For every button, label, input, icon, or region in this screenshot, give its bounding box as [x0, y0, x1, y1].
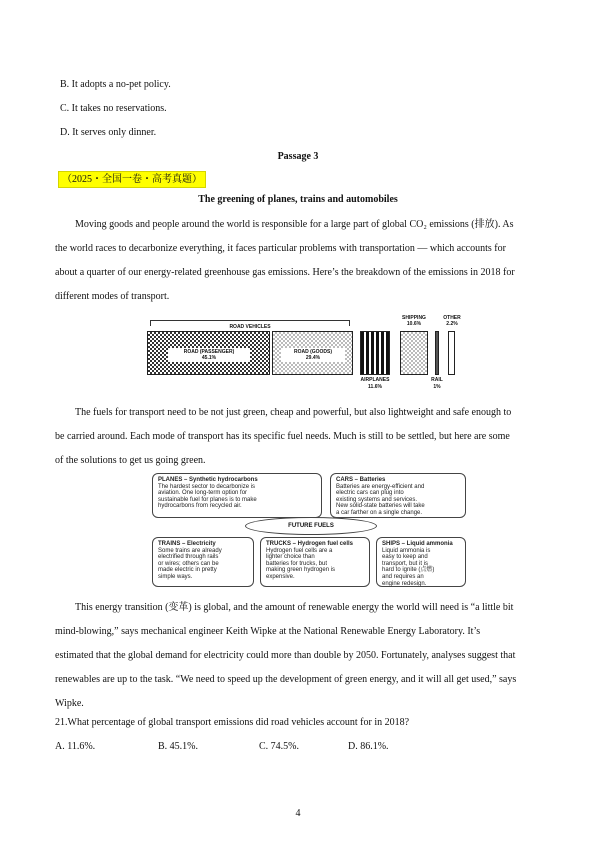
ships-line: Liquid ammonia is — [382, 547, 431, 554]
para1-line2: the world races to decarbonize everything, it faces particular problems with transportation — which accounts for — [55, 243, 506, 254]
bar-shipping — [400, 331, 428, 375]
answer-c: C. 74.5%. — [259, 741, 299, 752]
ships-line: easy to keep and — [382, 554, 428, 561]
cars-line: Batteries are energy-efficient and — [336, 483, 425, 490]
ships-line: and requires an — [382, 573, 424, 580]
box-planes — [152, 473, 322, 518]
ships-line: hard to ignite (点燃) — [382, 567, 435, 574]
group-label: ROAD VEHICLES — [210, 324, 290, 330]
box-trains — [152, 537, 254, 587]
trucks-line: expensive. — [266, 573, 295, 580]
value-other: 2.2% — [446, 321, 458, 327]
label-road-goods: ROAD (GOODS) — [293, 349, 333, 355]
label-other: OTHER — [443, 315, 461, 321]
box-trucks — [260, 537, 370, 587]
trucks-line: batteries for trucks, but — [266, 560, 328, 567]
para1-line1: Moving goods and people around the world is responsible for a large part of global CO₂ emissions (排放). As — [75, 219, 514, 230]
question-21: 21.What percentage of global transport emissions did road vehicles account for in 2018? — [55, 717, 410, 728]
para3-line2: mind-blowing,” says mechanical engineer Keith Wipke at the National Renewable Energy Laboratory. It’s — [55, 626, 481, 637]
para1-line4: different modes of transport. — [55, 291, 170, 302]
option-b: B. It adopts a no-pet policy. — [60, 79, 171, 90]
ships-line: transport, but it is — [382, 560, 429, 567]
box-cars — [330, 473, 466, 518]
ships-line: engine redesign. — [382, 580, 427, 587]
para2-line1: The fuels for transport need to be not just green, cheap and powerful, but also lightweight and safe enough to — [75, 407, 512, 418]
para3-line4: renewables are up to the task. “We need to speed up the development of green energy, and it will all get used,” says — [55, 674, 517, 685]
future-fuels-oval: FUTURE FUELS — [245, 517, 377, 535]
trucks-line: lighter choice than — [266, 554, 315, 561]
label-rail: RAIL — [431, 377, 443, 383]
planes-line: sustainable fuel for planes is to make — [158, 496, 257, 503]
trains-line: or wires; others can be — [158, 560, 219, 567]
value-shipping: 10.6% — [406, 321, 422, 327]
cars-line: electric cars can plug into — [336, 490, 404, 497]
label-airplanes: AIRPLANES — [360, 377, 390, 383]
trains-title: TRAINS – Electricity — [158, 541, 216, 547]
trucks-line: making green hydrogen is — [266, 567, 336, 574]
value-road-passenger: 45.1% — [201, 355, 217, 361]
para2-line2: be carried around. Each mode of transport has its specific fuel needs. Much is still to be settled, but here are some — [55, 431, 510, 442]
planes-line: The hardest sector to decarbonize is — [158, 483, 256, 490]
trains-line: made electric in pretty — [158, 567, 217, 574]
bar-airplanes — [360, 331, 390, 375]
ships-title: SHIPS – Liquid ammonia — [382, 541, 453, 547]
trains-line: Some trains are already — [158, 547, 222, 554]
planes-line: hydrocarbons from recycled air. — [158, 503, 242, 510]
passage-title: The greening of planes, trains and automobiles — [198, 194, 398, 205]
para1-line3: about a quarter of our energy-related greenhouse gas emissions. Here’s the breakdown of the emissions in 2018 for — [55, 267, 515, 278]
label-road-passenger: ROAD (PASSENGER) — [183, 349, 235, 355]
planes-title: PLANES – Synthetic hydrocarbons — [158, 477, 258, 483]
trucks-line: Hydrogen fuel cells are a — [266, 547, 333, 554]
value-rail: 1% — [433, 384, 441, 390]
box-ships — [376, 537, 466, 587]
source-tag: （2025・全国一卷・高考真题） — [58, 171, 206, 188]
cars-line: a car farther on a single change. — [336, 509, 423, 516]
answer-a: A. 11.6%. — [55, 741, 96, 752]
bar-other — [448, 331, 455, 375]
trains-line: simple ways. — [158, 573, 193, 580]
trains-line: electrified through rails — [158, 554, 219, 561]
para3-line3: estimated that the global demand for electricity could more than double by 2050. Fortunately, analyses suggest that — [55, 650, 516, 661]
passage-heading: Passage 3 — [277, 151, 319, 162]
value-road-goods: 29.4% — [305, 355, 321, 361]
value-airplanes: 11.6% — [368, 384, 382, 390]
option-d: D. It serves only dinner. — [60, 127, 157, 138]
bar-rail — [435, 331, 439, 375]
bar-road-goods — [272, 331, 353, 375]
emissions-chart — [145, 315, 465, 395]
label-shipping: SHIPPING — [402, 315, 426, 321]
para2-line3: of the solutions to get us going green. — [55, 455, 206, 466]
answer-d: D. 86.1%. — [348, 741, 389, 752]
answer-b: B. 45.1%. — [158, 741, 198, 752]
cars-title: CARS – Batteries — [336, 477, 386, 483]
trucks-title: TRUCKS – Hydrogen fuel cells — [266, 541, 354, 547]
para3-line5: Wipke. — [55, 698, 84, 709]
cars-line: New solid-state batteries will take — [336, 503, 425, 510]
para3-line1: This energy transition (变革) is global, and the amount of renewable energy the world will need is “a little bit — [75, 602, 514, 613]
bar-road-passenger — [147, 331, 270, 375]
planes-line: aviation. One long-term option for — [158, 490, 248, 497]
page-number: 4 — [295, 808, 301, 819]
option-c: C. It takes no reservations. — [60, 103, 167, 114]
future-fuels-diagram — [150, 471, 470, 589]
cars-line: existing systems and services. — [336, 496, 418, 503]
